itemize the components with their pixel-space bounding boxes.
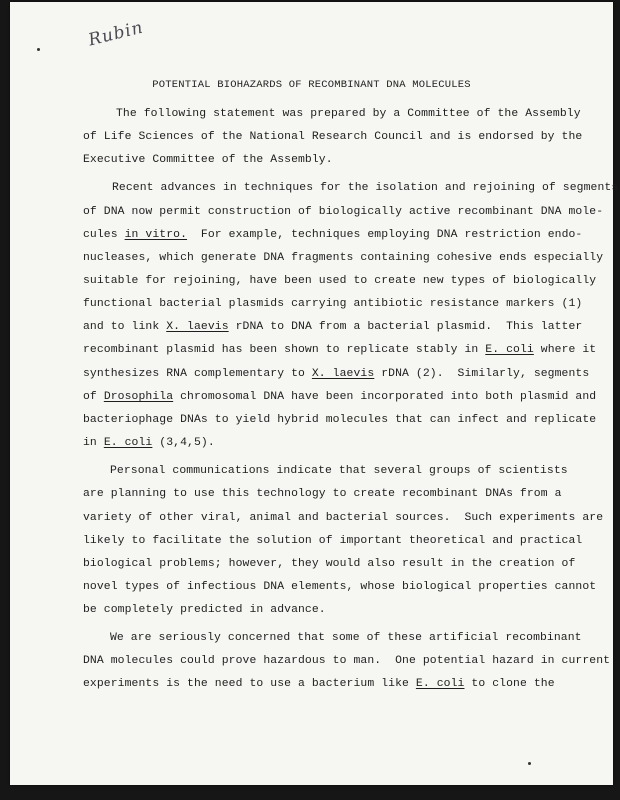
body-text-line — [83, 581, 596, 593]
text-segment: DNA molecules could prove hazardous to man. One potential hazard in current — [83, 655, 611, 667]
underlined-term: in vitro. — [124, 229, 188, 241]
document-page — [10, 2, 619, 785]
text-segment: bacteriophage DNAs to yield hybrid molecules that can infect and replicate — [83, 414, 597, 426]
body-text-line — [83, 252, 603, 264]
text-segment: Personal communications indicate that several groups of scientists — [110, 465, 568, 477]
body-text-line — [83, 368, 589, 380]
text-segment: functional bacterial plasmids carrying antibiotic resistance markers (1) — [83, 298, 583, 310]
text-segment: recombinant plasmid has been shown to replicate stably in — [83, 344, 486, 356]
text-segment: of Life Sciences of the National Research Council and is endorsed by the — [83, 131, 583, 143]
text-segment: are planning to use this technology to create recombinant DNAs from a — [83, 488, 562, 500]
body-text-line — [83, 206, 603, 218]
body-text-line — [83, 488, 562, 500]
text-segment: For example, techniques employing DNA restriction endo- — [187, 229, 583, 241]
underlined-term: E. coli — [103, 437, 153, 449]
body-text-line — [83, 678, 555, 690]
body-text-line — [83, 298, 582, 310]
body-text-line — [83, 512, 603, 524]
text-segment: suitable for rejoining, have been used to create new types of biologically — [83, 275, 597, 287]
text-segment: synthesizes RNA complementary to — [83, 368, 312, 380]
text-segment: and to link — [83, 321, 167, 333]
text-segment: of — [83, 391, 104, 403]
text-segment: nucleases, which generate DNA fragments containing cohesive ends especially — [83, 252, 604, 264]
text-segment: novel types of infectious DNA elements, whose biological properties cannot — [83, 581, 597, 593]
text-segment: (3,4,5). — [152, 437, 215, 449]
text-segment: Executive Committee of the Assembly. — [83, 154, 333, 166]
underlined-term: X. laevis — [166, 321, 229, 333]
text-segment: We are seriously concerned that some of these artificial recombinant — [110, 632, 582, 644]
text-segment: The following statement was prepared by a Committee of the Assembly — [116, 108, 581, 120]
body-text-line — [83, 321, 582, 333]
body-text-line — [83, 229, 582, 241]
body-text-line — [83, 655, 610, 667]
text-segment: where it — [533, 344, 597, 356]
body-text-line — [83, 604, 326, 616]
text-segment: rDNA (2). Similarly, segments — [374, 368, 590, 380]
body-text-line — [83, 391, 596, 403]
pencil-mark — [37, 48, 40, 51]
body-text-line — [83, 275, 596, 287]
body-text-line — [83, 535, 582, 547]
text-segment: likely to facilitate the solution of important theoretical and practical — [83, 535, 583, 547]
body-text-line — [116, 108, 581, 120]
text-segment: experiments is the need to use a bacterium like — [83, 678, 416, 690]
body-text-line — [83, 344, 596, 356]
text-segment: rDNA to DNA from a bacterial plasmid. This latter — [228, 321, 583, 333]
body-text-line — [110, 465, 568, 477]
text-segment: biological problems; however, they would also result in the creation of — [83, 558, 576, 570]
document-title: POTENTIAL BIOHAZARDS OF RECOMBINANT DNA MOLECULES — [152, 79, 471, 91]
pencil-mark — [528, 762, 531, 765]
underlined-term: X. laevis — [311, 368, 375, 380]
body-text-line — [112, 182, 618, 194]
text-segment: to clone the — [464, 678, 555, 690]
underlined-term: E. coli — [485, 344, 534, 356]
handwritten-annotation: Rubin — [86, 17, 146, 51]
text-segment: chromosomal DNA have been incorporated into both plasmid and — [173, 391, 597, 403]
body-text-line — [110, 632, 582, 644]
body-text-line — [83, 414, 596, 426]
body-text-line — [83, 154, 333, 166]
text-segment: cules — [83, 229, 125, 241]
body-text-line — [83, 437, 215, 449]
underlined-term: Drosophila — [103, 391, 174, 403]
body-text-line — [83, 131, 582, 143]
underlined-term: E. coli — [415, 678, 465, 690]
text-segment: variety of other viral, animal and bacterial sources. Such experiments are — [83, 512, 604, 524]
text-segment: in — [83, 437, 104, 449]
text-segment: of DNA now permit construction of biologically active recombinant DNA mole- — [83, 206, 604, 218]
text-segment: be completely predicted in advance. — [83, 604, 326, 616]
body-text-line — [83, 558, 575, 570]
text-segment: Recent advances in techniques for the isolation and rejoining of segments — [112, 182, 619, 194]
